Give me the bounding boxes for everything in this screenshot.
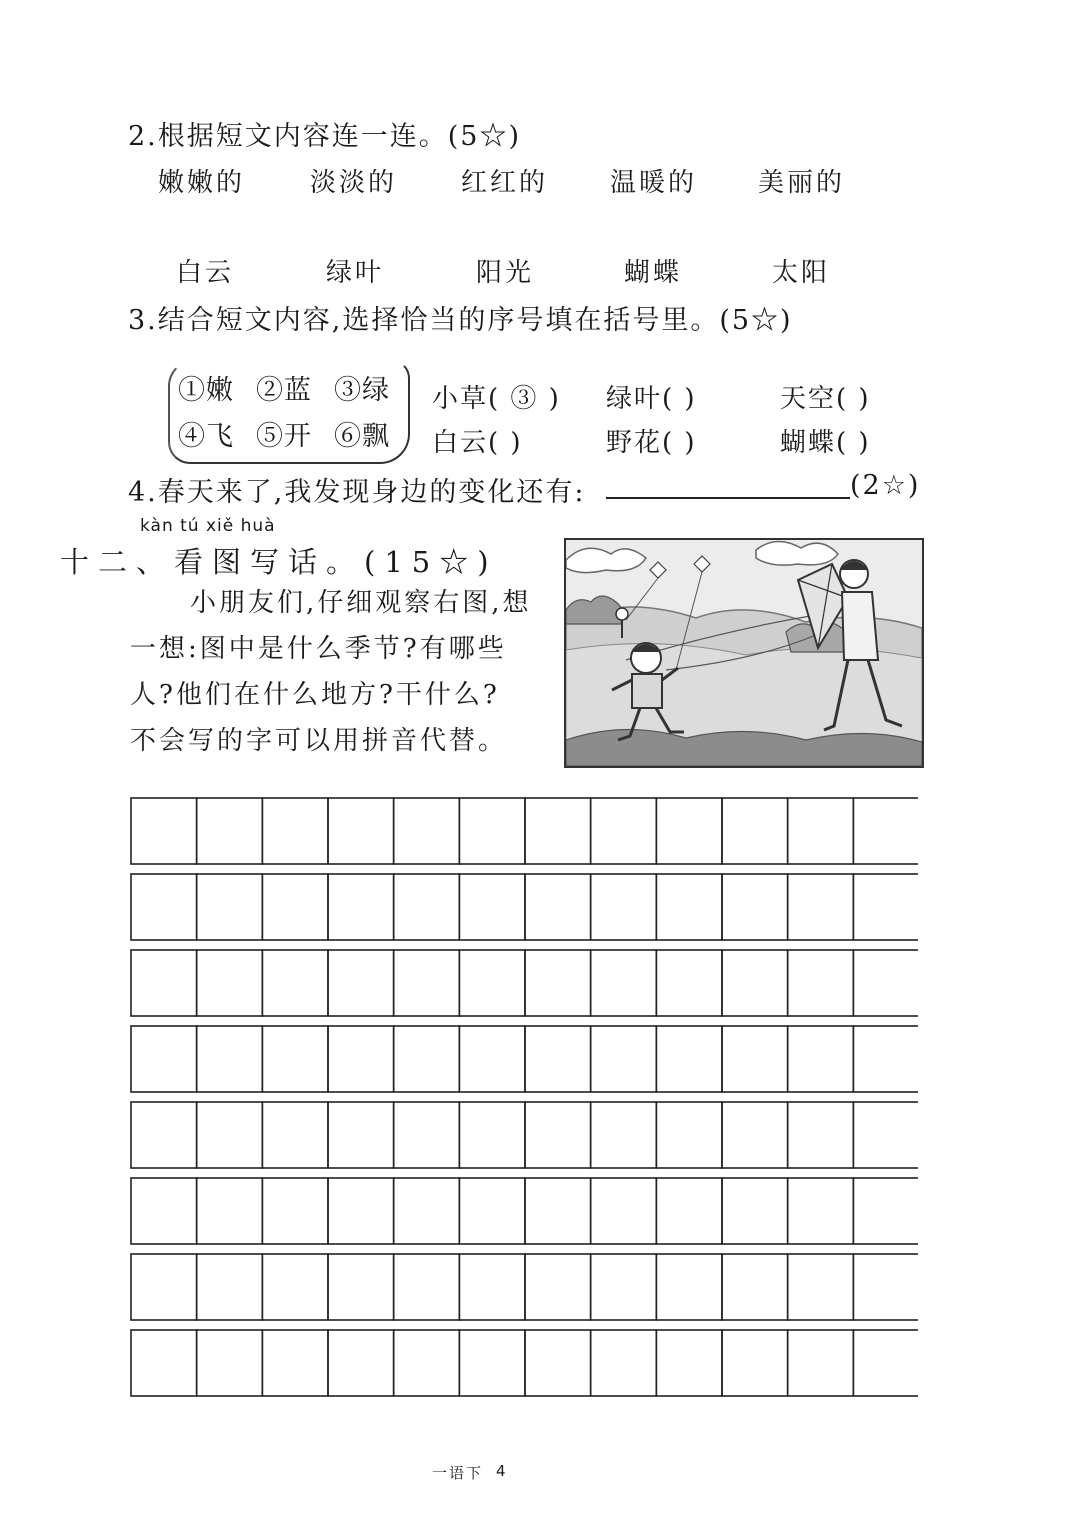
q3-blank[interactable]: 天空( ) (780, 384, 871, 414)
grid-cell[interactable] (722, 950, 788, 1016)
grid-cell[interactable] (525, 950, 591, 1016)
grid-cell[interactable] (459, 1102, 525, 1168)
grid-cell[interactable] (788, 1178, 854, 1244)
q3-option: ④飞 (178, 421, 234, 452)
grid-cell[interactable] (131, 874, 197, 940)
grid-cell[interactable] (656, 1254, 722, 1320)
grid-cell[interactable] (591, 1178, 657, 1244)
instruction-line: 人?他们在什么地方?干什么? (130, 680, 500, 710)
grid-cell[interactable] (525, 1254, 591, 1320)
grid-cell[interactable] (525, 1178, 591, 1244)
page-number: 4 (496, 1462, 508, 1480)
grid-cell[interactable] (788, 950, 854, 1016)
q3-blank[interactable]: 蝴蝶( ) (780, 428, 871, 458)
q3-blank[interactable]: 白云( ) (432, 428, 523, 458)
grid-cell[interactable] (853, 1254, 918, 1320)
q2-bottom-word: 太阳 (772, 258, 831, 288)
grid-cell[interactable] (656, 874, 722, 940)
grid-cell[interactable] (328, 1254, 394, 1320)
grid-cell[interactable] (656, 1026, 722, 1092)
grid-cell[interactable] (197, 1026, 263, 1092)
section-pinyin: kàn tú xiě huà (140, 516, 276, 536)
q2-bottom-word: 白云 (176, 258, 235, 288)
grid-cell[interactable] (722, 1178, 788, 1244)
q4-answer-line[interactable] (606, 497, 850, 499)
grid-cell[interactable] (591, 1102, 657, 1168)
q4-score: (2☆) (850, 470, 921, 501)
q3-blank[interactable]: 绿叶( ) (606, 384, 697, 414)
grid-cell[interactable] (197, 1102, 263, 1168)
grid-cell[interactable] (131, 1102, 197, 1168)
grid-cell[interactable] (131, 1178, 197, 1244)
grid-cell[interactable] (591, 874, 657, 940)
grid-cell[interactable] (328, 1178, 394, 1244)
grid-cell[interactable] (459, 874, 525, 940)
grid-cell[interactable] (131, 1254, 197, 1320)
grid-cell[interactable] (262, 1102, 328, 1168)
grid-cell[interactable] (131, 1330, 197, 1396)
grid-cell[interactable] (853, 1102, 918, 1168)
grid-cell[interactable] (525, 798, 591, 864)
q3-option: ③绿 (334, 375, 390, 406)
grid-cell[interactable] (853, 1026, 918, 1092)
q2-bottom-word: 蝴蝶 (624, 258, 683, 288)
grid-cell[interactable] (328, 950, 394, 1016)
grid-cell[interactable] (262, 798, 328, 864)
grid-cell[interactable] (656, 950, 722, 1016)
q2-title: 2.根据短文内容连一连。(5☆) (128, 121, 522, 152)
grid-cell[interactable] (197, 1254, 263, 1320)
q2-top-word: 美丽的 (758, 168, 846, 198)
grid-cell[interactable] (328, 1026, 394, 1092)
grid-cell[interactable] (525, 1330, 591, 1396)
grid-cell[interactable] (591, 1330, 657, 1396)
instruction-line: 一想:图中是什么季节?有哪些 (130, 634, 507, 664)
grid-cell[interactable] (525, 1026, 591, 1092)
grid-cell[interactable] (328, 1102, 394, 1168)
grid-cell[interactable] (394, 798, 460, 864)
grid-cell[interactable] (525, 874, 591, 940)
q3-blank[interactable]: 小草( ③ ) (432, 384, 561, 414)
grid-cell[interactable] (656, 798, 722, 864)
grid-cell[interactable] (131, 950, 197, 1016)
q3-option: ⑤开 (256, 421, 312, 452)
grid-cell[interactable] (853, 1330, 918, 1396)
grid-cell[interactable] (591, 950, 657, 1016)
grid-cell[interactable] (459, 950, 525, 1016)
grid-cell[interactable] (525, 1102, 591, 1168)
grid-cell[interactable] (853, 950, 918, 1016)
grid-cell[interactable] (788, 1254, 854, 1320)
q3-title: 3.结合短文内容,选择恰当的序号填在括号里。(5☆) (128, 305, 793, 336)
grid-cell[interactable] (131, 1026, 197, 1092)
q3-blank[interactable]: 野花( ) (606, 428, 697, 458)
grid-cell[interactable] (656, 1178, 722, 1244)
footer-label: 一语下 (432, 1464, 484, 1482)
grid-cell[interactable] (394, 874, 460, 940)
grid-cell[interactable] (262, 1330, 328, 1396)
grid-cell[interactable] (459, 798, 525, 864)
q3-option: ②蓝 (256, 375, 312, 406)
writing-grid[interactable] (130, 796, 918, 1412)
grid-cell[interactable] (197, 874, 263, 940)
q3-option: ⑥飘 (334, 421, 390, 452)
grid-cell[interactable] (459, 1254, 525, 1320)
q2-top-word: 嫩嫩的 (158, 168, 246, 198)
grid-cell[interactable] (656, 1102, 722, 1168)
grid-cell[interactable] (197, 1330, 263, 1396)
grid-cell[interactable] (262, 1254, 328, 1320)
grid-cell[interactable] (591, 1026, 657, 1092)
grid-cell[interactable] (394, 1330, 460, 1396)
grid-cell[interactable] (853, 1178, 918, 1244)
grid-cell[interactable] (788, 1330, 854, 1396)
grid-cell[interactable] (262, 1178, 328, 1244)
grid-cell[interactable] (394, 950, 460, 1016)
grid-cell[interactable] (722, 1026, 788, 1092)
grid-cell[interactable] (722, 1254, 788, 1320)
grid-cell[interactable] (131, 798, 197, 864)
q2-bottom-word: 阳光 (476, 258, 535, 288)
grid-cell[interactable] (459, 1026, 525, 1092)
grid-cell[interactable] (328, 874, 394, 940)
grid-cell[interactable] (722, 874, 788, 940)
grid-cell[interactable] (197, 798, 263, 864)
grid-cell[interactable] (591, 1254, 657, 1320)
grid-cell[interactable] (459, 1178, 525, 1244)
q2-top-word: 淡淡的 (310, 168, 398, 198)
grid-cell[interactable] (722, 798, 788, 864)
grid-cell[interactable] (328, 1330, 394, 1396)
grid-cell[interactable] (788, 1026, 854, 1092)
instruction-line: 小朋友们,仔细观察右图,想 (190, 588, 532, 618)
grid-cell[interactable] (459, 1330, 525, 1396)
grid-cell[interactable] (394, 1254, 460, 1320)
grid-cell[interactable] (197, 1178, 263, 1244)
q2-top-word: 红红的 (461, 168, 549, 198)
section-title: 十二、看图写话。(15☆) (60, 545, 498, 579)
grid-cell[interactable] (722, 1102, 788, 1168)
grid-cell[interactable] (328, 798, 394, 864)
grid-cell[interactable] (262, 950, 328, 1016)
kite-illustration (564, 538, 924, 768)
grid-cell[interactable] (262, 1026, 328, 1092)
grid-cell[interactable] (394, 1026, 460, 1092)
grid-cell[interactable] (788, 1102, 854, 1168)
q3-option: ①嫩 (178, 375, 234, 406)
q2-bottom-word: 绿叶 (326, 258, 385, 288)
instruction-line: 不会写的字可以用拼音代替。 (130, 726, 508, 756)
grid-cell[interactable] (394, 1102, 460, 1168)
q2-top-word: 温暖的 (610, 168, 698, 198)
grid-cell[interactable] (197, 950, 263, 1016)
grid-cell[interactable] (853, 798, 918, 864)
grid-cell[interactable] (788, 798, 854, 864)
grid-cell[interactable] (722, 1330, 788, 1396)
kite-scene (566, 540, 922, 766)
q4-title: 4.春天来了,我发现身边的变化还有: (128, 477, 586, 508)
grid-cell[interactable] (262, 874, 328, 940)
grid-cell[interactable] (656, 1330, 722, 1396)
grid-cell[interactable] (394, 1178, 460, 1244)
grid-cell[interactable] (591, 798, 657, 864)
grid-cell[interactable] (853, 874, 918, 940)
grid-cell[interactable] (788, 874, 854, 940)
